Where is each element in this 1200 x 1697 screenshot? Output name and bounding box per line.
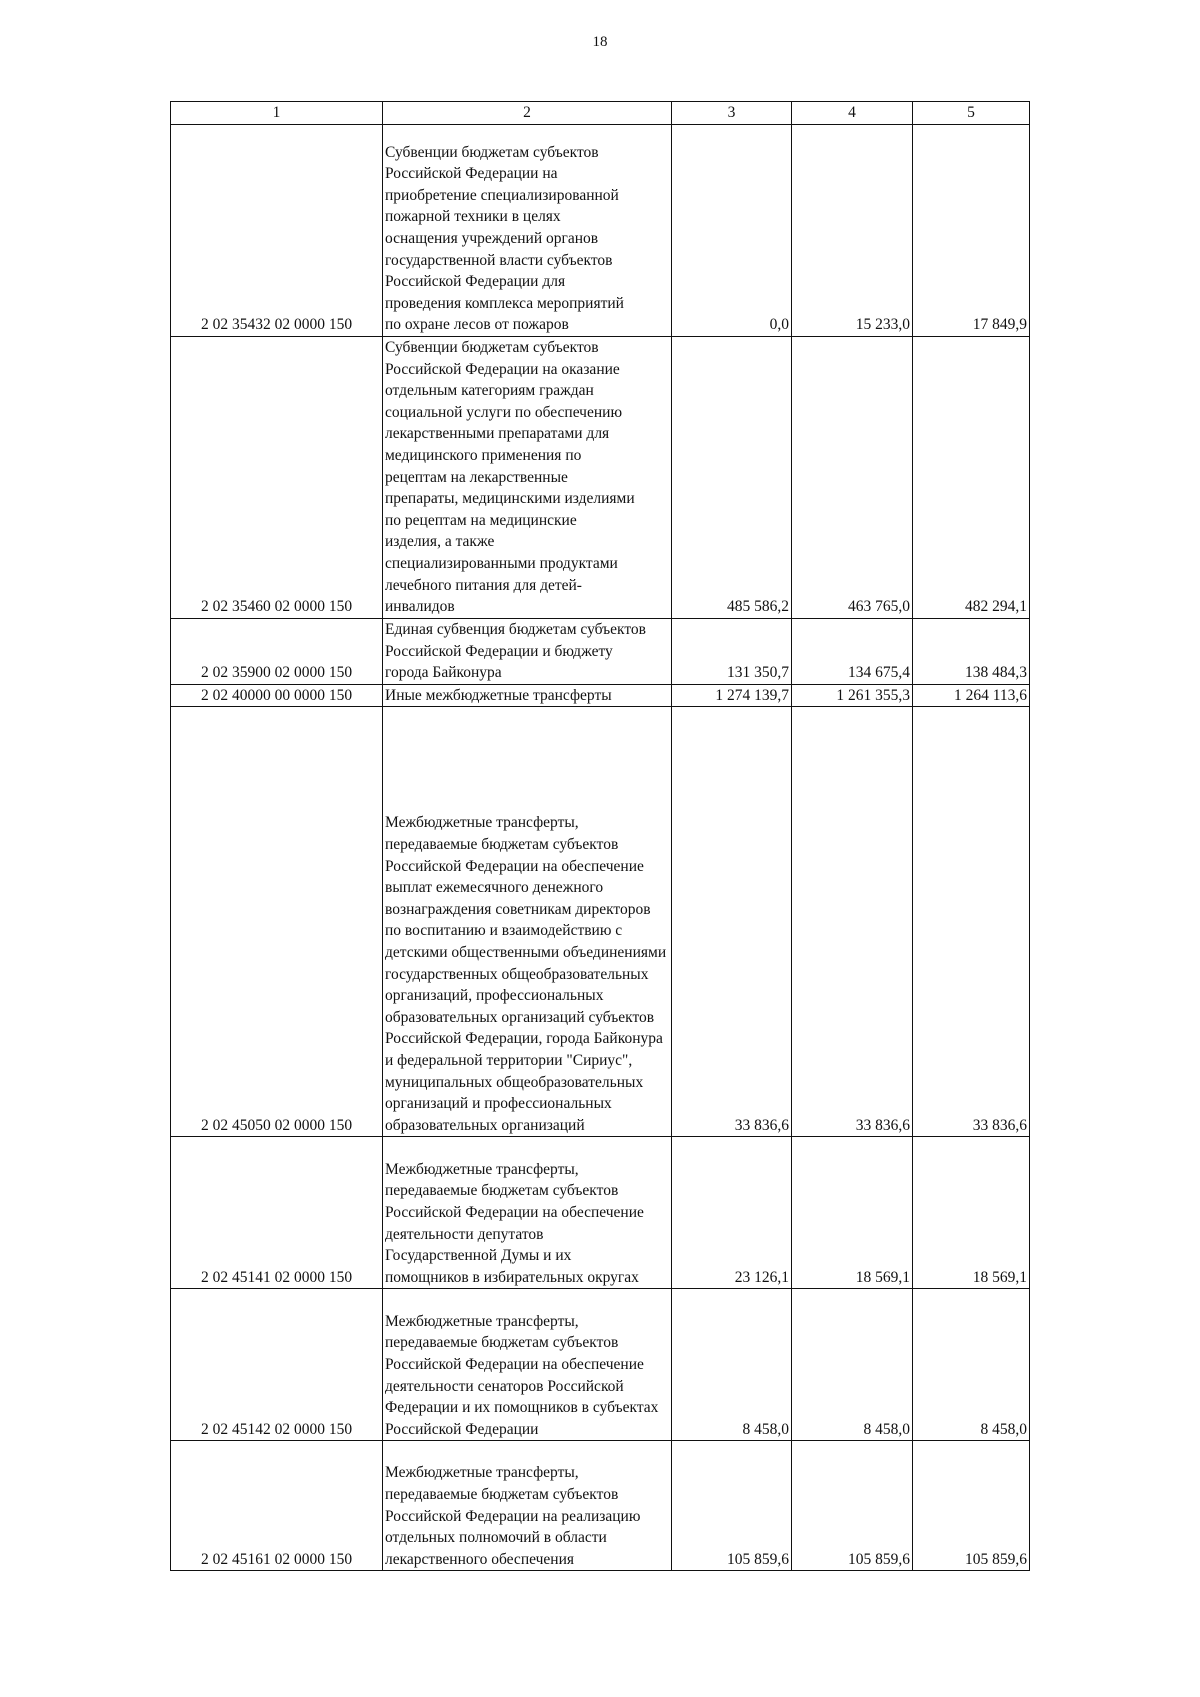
row-description bbox=[383, 707, 672, 1137]
row-description bbox=[383, 684, 672, 707]
table-row bbox=[171, 684, 1030, 707]
value-col-4: 463 765,0 bbox=[792, 337, 913, 619]
budget-code: 2 02 45050 02 0000 150 bbox=[171, 707, 383, 1137]
value-col-4: 1 261 355,3 bbox=[792, 684, 913, 707]
value-col-4: 18 569,1 bbox=[792, 1137, 913, 1289]
table-header-row bbox=[171, 102, 1030, 125]
table-row bbox=[171, 1289, 1030, 1441]
table-row bbox=[171, 125, 1030, 337]
value-col-5: 8 458,0 bbox=[913, 1289, 1030, 1441]
row-description bbox=[383, 1289, 672, 1441]
column-header-1: 1 bbox=[171, 102, 383, 125]
value-col-4: 33 836,6 bbox=[792, 707, 913, 1137]
row-description bbox=[383, 1441, 672, 1571]
row-description bbox=[383, 1137, 672, 1289]
value-col-3: 33 836,6 bbox=[672, 707, 792, 1137]
row-description bbox=[383, 618, 672, 684]
budget-code: 2 02 35900 02 0000 150 bbox=[171, 618, 383, 684]
value-col-5: 17 849,9 bbox=[913, 125, 1030, 337]
description-text: Субвенции бюджетам субъектов Российской Федерации на оказание отдельным категориям граждан социальной услуги по обеспечению лекарственными препаратами для медицинского применения по рецептам на лекарственные препараты, медицинскими изделиями по рецептам на медицинские изделия, а также специализированными продуктами лечебного питания для детей-инвалидов bbox=[385, 339, 635, 616]
column-header-5: 5 bbox=[913, 102, 1030, 125]
value-col-4: 15 233,0 bbox=[792, 125, 913, 337]
value-col-3: 0,0 bbox=[672, 125, 792, 337]
page-number: 18 bbox=[592, 34, 608, 50]
value-col-3: 23 126,1 bbox=[672, 1137, 792, 1289]
budget-code: 2 02 40000 00 0000 150 bbox=[171, 684, 383, 707]
table-row bbox=[171, 618, 1030, 684]
description-text: Субвенции бюджетам субъектов Российской Федерации на приобретение специализированной пожарной техники в целях оснащения учреждений органов государственной власти субъектов Российской Федерации для проведения комплекса мероприятий по охране лесов от пожаров bbox=[385, 143, 624, 334]
value-col-3: 105 859,6 bbox=[672, 1441, 792, 1571]
table-row bbox=[171, 1441, 1030, 1571]
description-text: Межбюджетные трансферты, передаваемые бюджетам субъектов Российской Федерации на обеспечение деятельности сенаторов Российской Федерации и их помощников в субъектах Российской Федерации bbox=[385, 1312, 659, 1438]
description-text: Иные межбюджетные трансферты bbox=[385, 686, 612, 704]
value-col-5: 33 836,6 bbox=[913, 707, 1030, 1137]
budget-code: 2 02 45141 02 0000 150 bbox=[171, 1137, 383, 1289]
budget-code: 2 02 45161 02 0000 150 bbox=[171, 1441, 383, 1571]
table-row bbox=[171, 1137, 1030, 1289]
value-col-5: 1 264 113,6 bbox=[913, 684, 1030, 707]
value-col-5: 138 484,3 bbox=[913, 618, 1030, 684]
table-row bbox=[171, 707, 1030, 1137]
budget-code: 2 02 35432 02 0000 150 bbox=[171, 125, 383, 337]
description-text: Межбюджетные трансферты, передаваемые бюджетам субъектов Российской Федерации на обеспечение деятельности депутатов Государственной Думы и их помощников в избирательных округах bbox=[385, 1160, 644, 1286]
value-col-4: 134 675,4 bbox=[792, 618, 913, 684]
value-col-5: 482 294,1 bbox=[913, 337, 1030, 619]
value-col-3: 1 274 139,7 bbox=[672, 684, 792, 707]
description-text: Единая субвенция бюджетам субъектов Российской Федерации и бюджету города Байконура bbox=[385, 620, 646, 682]
value-col-3: 8 458,0 bbox=[672, 1289, 792, 1441]
description-text: Межбюджетные трансферты, передаваемые бюджетам субъектов Российской Федерации на обеспечение выплат ежемесячного денежного вознаграждения советникам директоров по воспитанию и взаимодействию с детскими общественными объединениями государственных общеобразовательных организаций, профессиональных образовательных организаций субъектов Российской Федерации, города Байконура и федеральной территории "Сириус", муниципальных общеобразовательных организаций и профессиональных образовательных организаций bbox=[385, 814, 667, 1134]
value-col-3: 131 350,7 bbox=[672, 618, 792, 684]
column-header-2: 2 bbox=[383, 102, 672, 125]
table-row bbox=[171, 337, 1030, 619]
column-header-4: 4 bbox=[792, 102, 913, 125]
value-col-3: 485 586,2 bbox=[672, 337, 792, 619]
budget-table bbox=[170, 101, 1030, 1571]
row-description bbox=[383, 125, 672, 337]
budget-code: 2 02 35460 02 0000 150 bbox=[171, 337, 383, 619]
budget-code: 2 02 45142 02 0000 150 bbox=[171, 1289, 383, 1441]
value-col-4: 105 859,6 bbox=[792, 1441, 913, 1571]
value-col-5: 105 859,6 bbox=[913, 1441, 1030, 1571]
description-text: Межбюджетные трансферты, передаваемые бюджетам субъектов Российской Федерации на реализацию отдельных полномочий в области лекарственного обеспечения bbox=[385, 1464, 641, 1568]
value-col-5: 18 569,1 bbox=[913, 1137, 1030, 1289]
row-description bbox=[383, 337, 672, 619]
value-col-4: 8 458,0 bbox=[792, 1289, 913, 1441]
column-header-3: 3 bbox=[672, 102, 792, 125]
